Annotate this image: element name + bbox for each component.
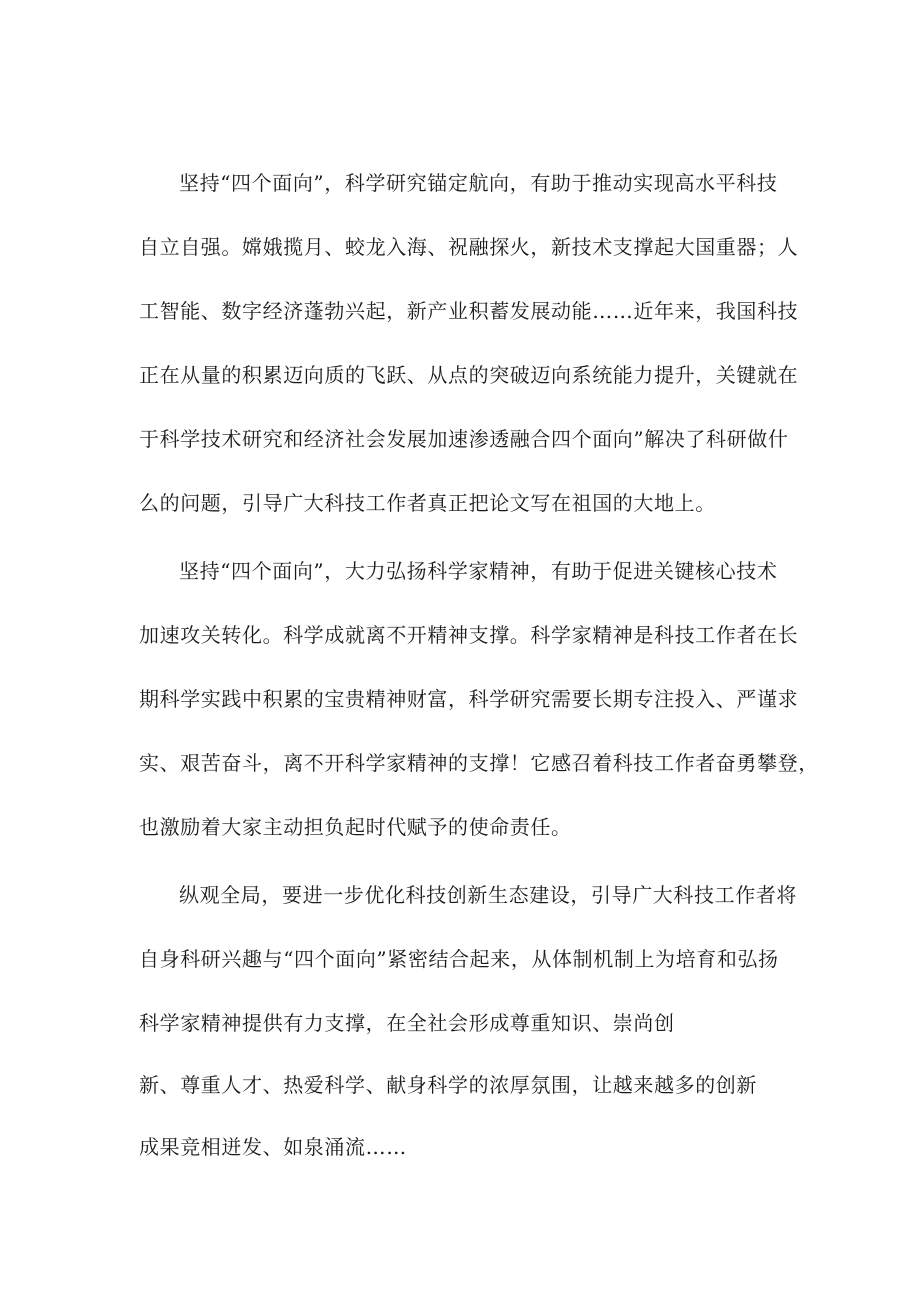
paragraph-line: 正在从量的积累迈向质的飞跃、从点的突破迈向系统能力提升，关键就在 [139, 363, 799, 387]
paragraph-line: 成果竞相迸发、如泉涌流…… [139, 1135, 407, 1159]
paragraph-line: 实、艰苦奋斗，离不开科学家精神的支撑！它感召着科技工作者奋勇攀登， [139, 751, 819, 775]
paragraph-line: 坚持“四个面向”，大力弘扬科学家精神，有助于促进关键核心技术 [179, 559, 778, 583]
paragraph-line: 么的问题，引导广大科技工作者真正把论文写在祖国的大地上。 [139, 491, 716, 515]
paragraph-line: 工智能、数字经济蓬勃兴起，新产业积蓄发展动能……近年来，我国科技 [139, 299, 799, 323]
paragraph-line: 于科学技术研究和经济社会发展加速渗透融合四个面向”解决了科研做什 [139, 427, 789, 451]
paragraph-line: 自身科研兴趣与“四个面向”紧密结合起来，从体制机制上为培育和弘扬 [139, 947, 779, 971]
paragraph-line: 科学家精神提供有力支撑，在全社会形成尊重知识、崇尚创 [139, 1011, 675, 1035]
paragraph-line: 也激励着大家主动担负起时代赋予的使命责任。 [139, 815, 572, 839]
paragraph-line: 期科学实践中积累的宝贵精神财富，科学研究需要长期专注投入、严谨求 [139, 687, 799, 711]
paragraph-line: 加速攻关转化。科学成就离不开精神支撑。科学家精神是科技工作者在长 [139, 623, 799, 647]
paragraph-line: 自立自强。嫦娥揽月、蛟龙入海、祝融探火，新技术支撑起大国重器；人 [139, 235, 799, 259]
paragraph-line: 纵观全局，要进一步优化科技创新生态建设，引导广大科技工作者将 [179, 883, 797, 907]
paragraph-line: 坚持“四个面向”，科学研究锚定航向，有助于推动实现高水平科技 [179, 171, 778, 195]
paragraph-line: 新、尊重人才、热爱科学、献身科学的浓厚氛围，让越来越多的创新 [139, 1073, 757, 1097]
